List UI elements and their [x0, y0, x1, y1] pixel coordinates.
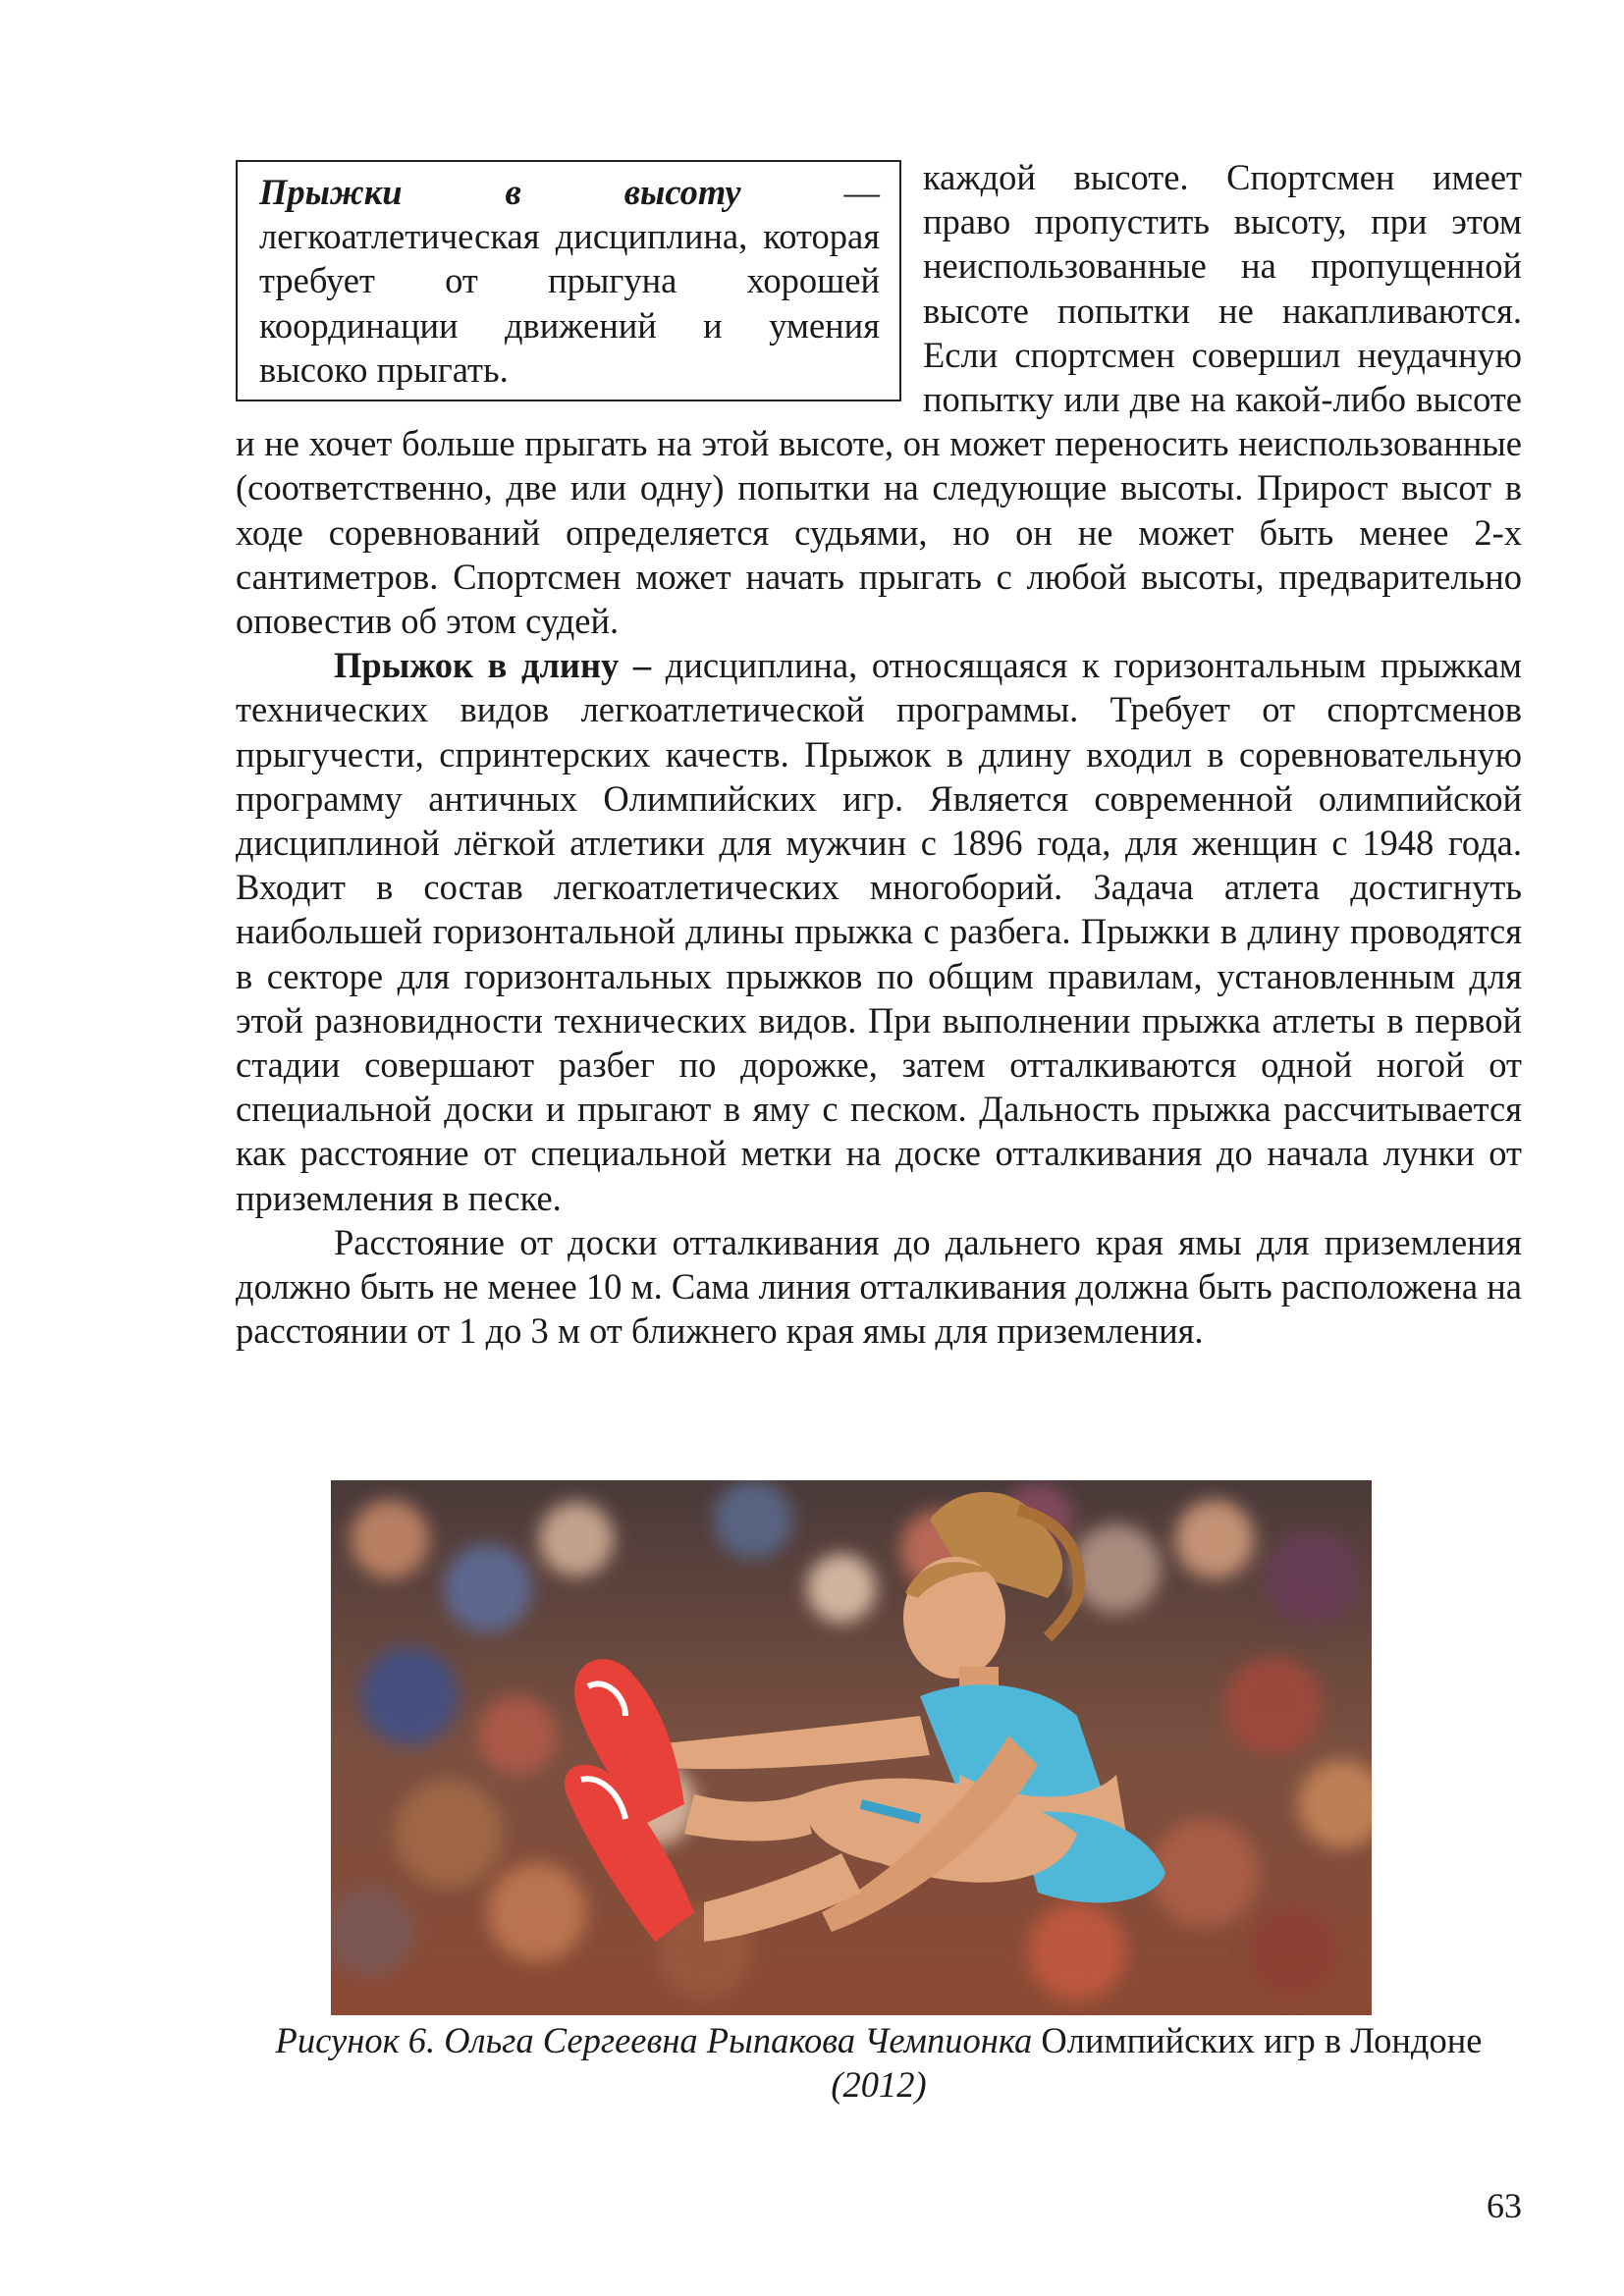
caption-text: Олимпийских игр в Лондоне — [1032, 2020, 1483, 2060]
long-jump-lead: Прыжок в длину – — [334, 645, 652, 686]
long-jump-text: дисциплина, относящаяся к горизонтальным прыжкам технических видов легкоатлетической программы. Требует от спортсменов прыгучести, спринтерских качеств. Прыжок в длину входил в соревновательную программу античных Олимпийских игр. Является современной олимпийской дисциплиной лёгкой атлетики для мужчин с 1896 года, для женщин с 1948 года. Входит в состав легкоатлетических многоборий. Задача атлета достигнуть наибольшей горизонтальной длины прыжка с разбега. Прыжки в длину проводятся в секторе для горизонтальных прыжков по общим правилам, установленным для этой разновидности технических видов. При выполнении прыжка атлеты в первой стадии совершают разбег по дорожке, затем отталкиваются одной ногой от специальной доски и прыгают в яму с песком. Дальность прыжка рассчитывается как расстояние от специальной метки на доске отталкивания до начала лунки от приземления в песке. — [236, 645, 1522, 1218]
term-word: высоту — [623, 172, 741, 212]
definition-term-row — [259, 170, 880, 214]
caption-year: (2012) — [831, 2064, 927, 2105]
term-word: в — [505, 172, 521, 212]
caption-title: Рисунок 6. Ольга Сергеевна Рыпакова Чемпионка — [275, 2020, 1033, 2060]
term-word: Прыжки — [259, 172, 403, 212]
definition-text: легкоатлетическая дисциплина, которая требует от прыгуна хорошей координации движений и умения высоко прыгать. — [259, 216, 880, 390]
page-number: 63 — [1487, 2186, 1522, 2225]
paragraph-landing-pit: Расстояние от доски отталкивания до дальнего края ямы для приземления должно быть не менее 10 м. Сама линия отталкивания должна быть расположена на расстоянии от 1 до 3 м от ближнего края ямы для приземления. — [236, 1221, 1522, 1352]
term-dash: — — [843, 172, 880, 212]
page-body — [236, 155, 1522, 1353]
definition-box — [236, 160, 901, 401]
athlete-photo — [331, 1480, 1372, 2015]
figure-caption — [236, 2018, 1522, 2107]
paragraph-high-jump-rules: каждой высоте. Спортсмен имеет право пропустить высоту, при этом неиспользованные на пропущенной высоте попытки не накапливаются. Если спортсмен совершил неудачную попытку или две на какой-либо высоте и не хочет больше прыгать на этой высоте, он может переносить неиспользованные (соответственно, две или одну) попытки на следующие высоты. Прирост высот в ходе соревнований определяется судьями, но он не может быть менее 2-х сантиметров. Спортсмен может начать прыгать с любой высоты, предварительно оповестив об этом судей. — [236, 157, 1522, 642]
paragraph-long-jump — [236, 643, 1522, 1220]
